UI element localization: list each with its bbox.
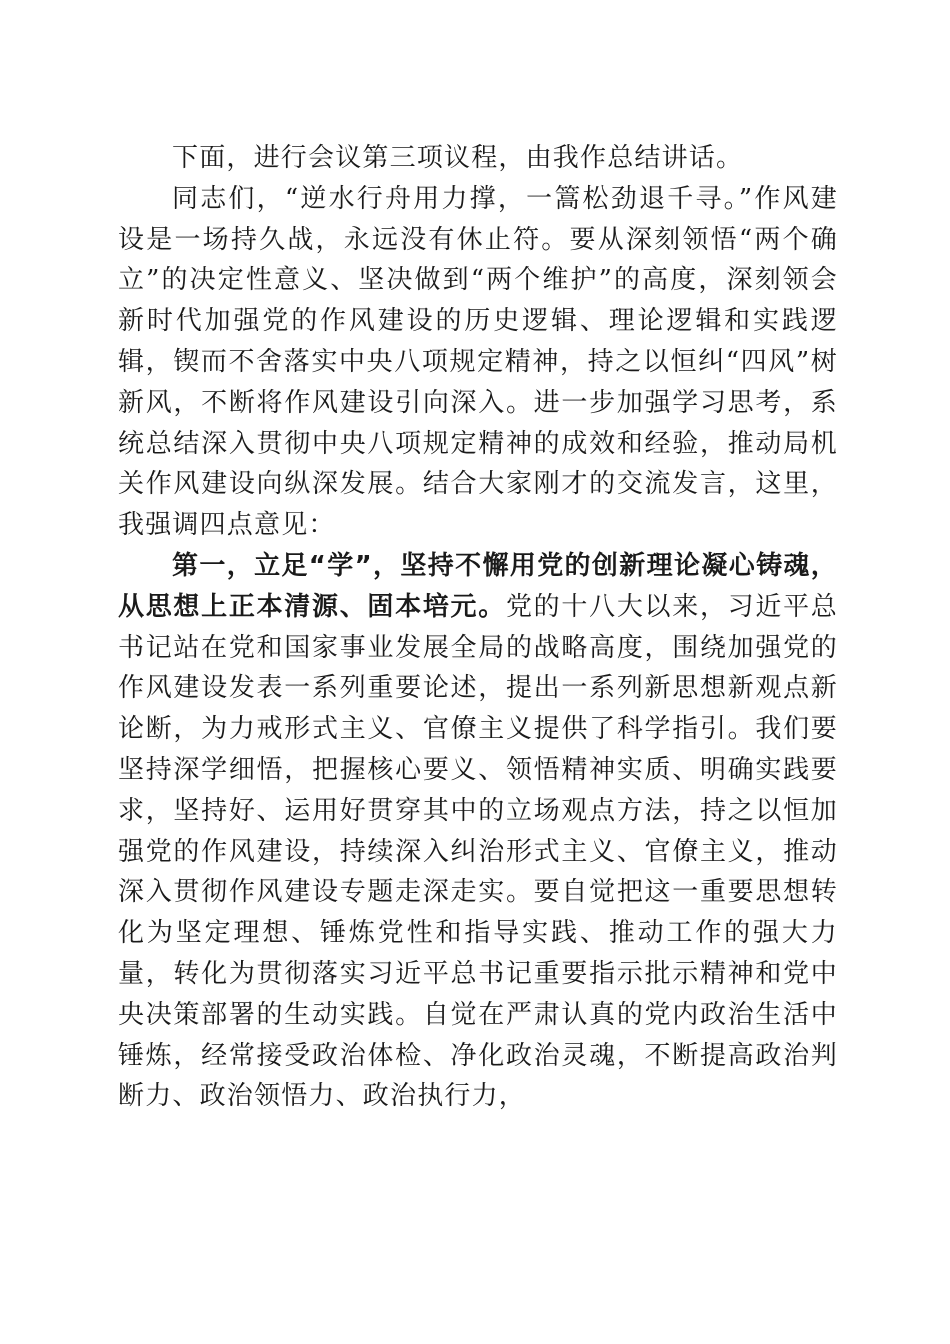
paragraph-point-one — [118, 546, 838, 1117]
point-one-heading: 第一，立足“学”，坚持不懈用党的创新理论凝心铸魂，从思想上正本清源、固本培元。 — [118, 550, 838, 622]
paragraph-agenda: 下面，进行会议第三项议程，由我作总结讲话。 — [172, 143, 744, 173]
point-one-body: 党的十八大以来，习近平总书记站在党和国家事业发展全局的战略高度，围绕加强党的作风建设发表一系列重要论述，提出一系列新思想新观点新论断，为力戒形式主义、官僚主义提供了科学指引。我们要坚持深学细悟，把握核心要义、领悟精神实质、明确实践要求，坚持好、运用好贯穿其中的立场观点方法，持之以恒加强党的作风建设，持续深入纠治形式主义、官僚主义，推动深入贯彻作风建设专题走深走实。要自觉把这一重要思想转化为坚定理想、锤炼党性和指导实践、推动工作的强大力量，转化为贯彻落实习近平总书记重要指示批示精神和党中央决策部署的生动实践。自觉在严肃认真的党内政治生活中锤炼，经常接受政治体检、净化政治灵魂，不断提高政治判断力、政治领悟力、政治执行力， — [118, 591, 838, 1112]
paragraph-intro: 同志们，“逆水行舟用力撑，一篙松劲退千寻。”作风建设是一场持久战，永远没有休止符。要从深刻领悟“两个确立”的决定性意义、坚决做到“两个维护”的高度，深刻领会新时代加强党的作风建设的历史逻辑、理论逻辑和实践逻辑，锲而不舍落实中央八项规定精神，持之以恒纠“四风”树新风，不断将作风建设引向深入。进一步加强学习思考，系统总结深入贯彻中央八项规定精神的成效和经验，推动局机关作风建设向纵深发展。结合大家刚才的交流发言，这里，我强调四点意见： — [118, 183, 838, 541]
document-page — [118, 138, 838, 1117]
